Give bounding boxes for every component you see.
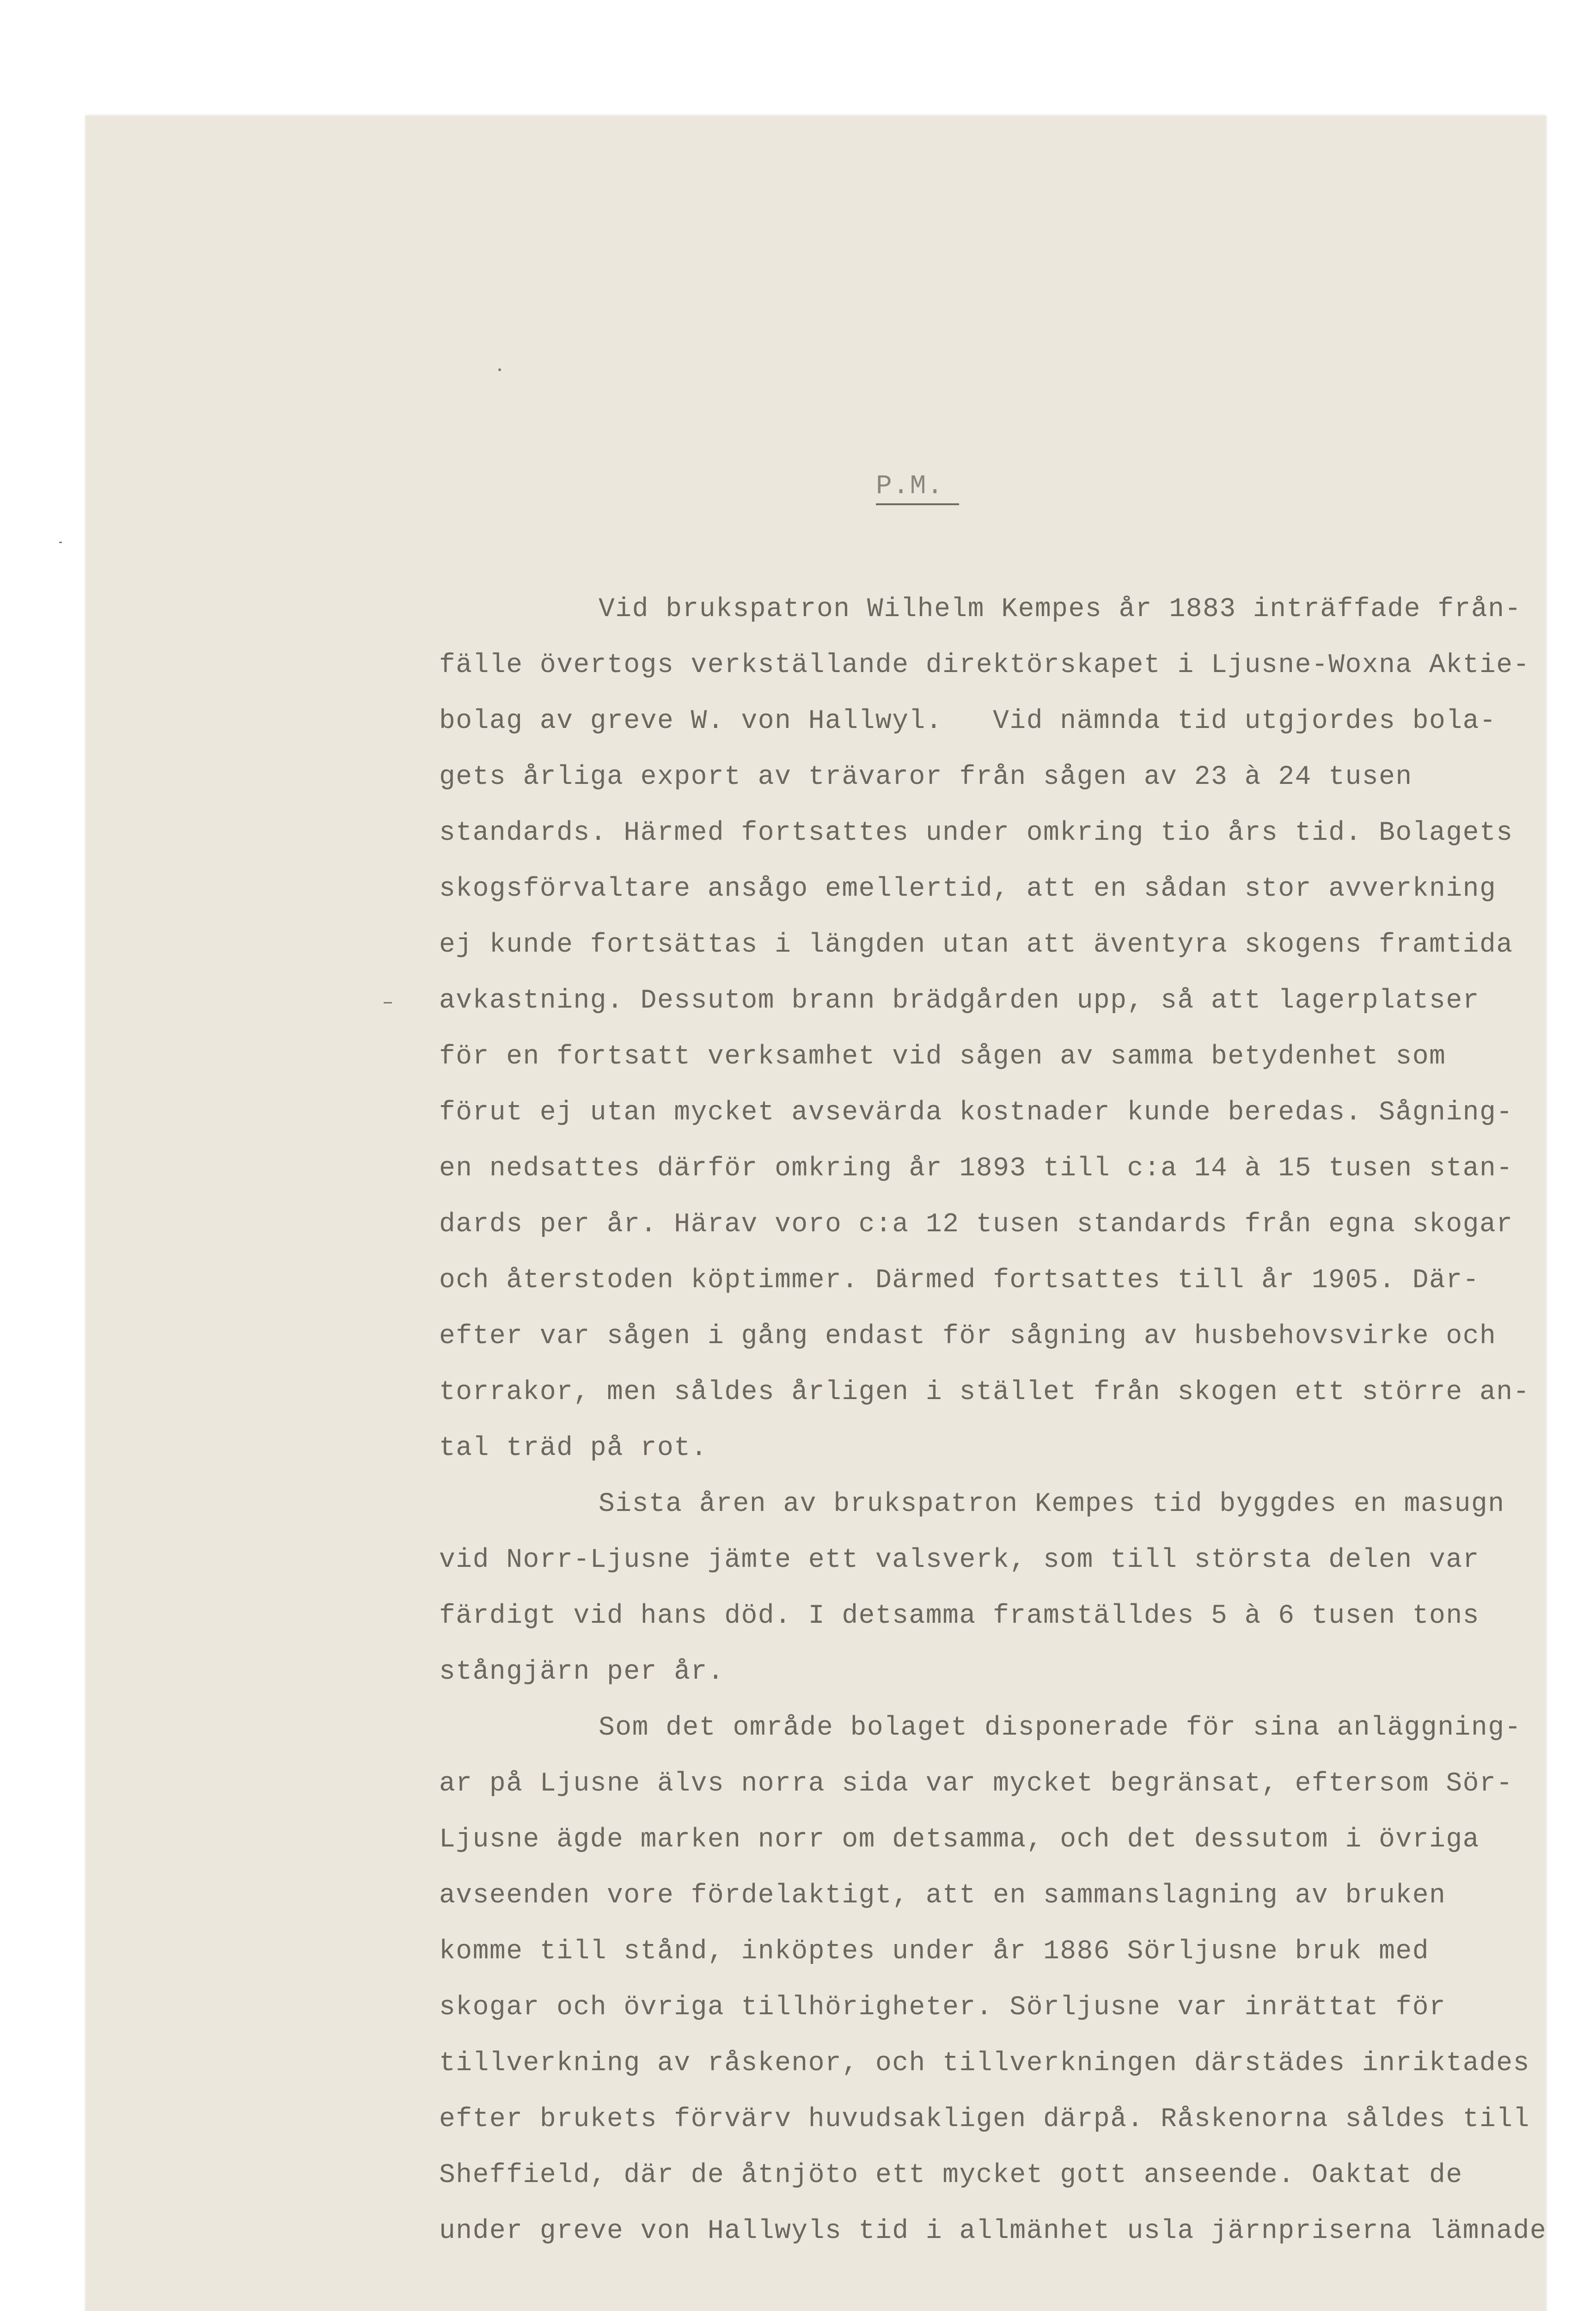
- text-line: ar på Ljusne älvs norra sida var mycket begränsat, eftersom Sör-: [439, 1769, 1513, 1799]
- text-line: skogsförvaltare ansågo emellertid, att en sådan stor avverkning: [439, 874, 1497, 904]
- margin-dash: [384, 1002, 392, 1003]
- text-line: efter brukets förvärv huvudsakligen därpå. Råskenorna såldes till: [439, 2104, 1530, 2134]
- page-heading: P.M.: [876, 471, 959, 505]
- text-line: gets årliga export av trävaror från sågen av 23 à 24 tusen: [439, 762, 1413, 792]
- text-line: efter var sågen i gång endast för sågning av husbehovsvirke och: [439, 1321, 1497, 1351]
- text-line: skogar och övriga tillhörigheter. Sörljusne var inrättat för: [439, 1993, 1446, 2023]
- text-line: för en fortsatt verksamhet vid sågen av samma betydenhet som: [439, 1042, 1446, 1072]
- text-line: Vid brukspatron Wilhelm Kempes år 1883 inträffade från-: [599, 594, 1522, 624]
- text-line: torrakor, men såldes årligen i stället från skogen ett större an-: [439, 1377, 1530, 1407]
- margin-tick: [59, 542, 62, 543]
- text-line: Sista åren av brukspatron Kempes tid byggdes en masugn: [599, 1489, 1505, 1519]
- text-line: förut ej utan mycket avsevärda kostnader kunde beredas. Sågning-: [439, 1098, 1513, 1128]
- text-line: Som det område bolaget disponerade för sina anläggning-: [599, 1713, 1522, 1743]
- text-line: vid Norr-Ljusne jämte ett valsverk, som till största delen var: [439, 1545, 1480, 1575]
- text-line: fälle övertogs verkställande direktörskapet i Ljusne-Woxna Aktie-: [439, 650, 1530, 680]
- text-line: stångjärn per år.: [439, 1657, 725, 1687]
- text-line: en nedsattes därför omkring år 1893 till c:a 14 à 15 tusen stan-: [439, 1154, 1513, 1184]
- text-line: tal träd på rot.: [439, 1433, 708, 1463]
- text-line: under greve von Hallwyls tid i allmänhet usla järnpriserna lämnade: [439, 2216, 1547, 2246]
- text-line: Ljusne ägde marken norr om detsamma, och det dessutom i övriga: [439, 1825, 1480, 1855]
- text-line: avkastning. Dessutom brann brädgården upp, så att lagerplatser: [439, 986, 1480, 1016]
- text-line: tillverkning av råskenor, och tillverkningen därstädes inriktades: [439, 2048, 1530, 2079]
- text-line: avseenden vore fördelaktigt, att en sammanslagning av bruken: [439, 1881, 1446, 1911]
- text-line: bolag av greve W. von Hallwyl. Vid nämnda tid utgjordes bola-: [439, 706, 1497, 736]
- text-line: Sheffield, där de åtnjöto ett mycket gott anseende. Oaktat de: [439, 2160, 1463, 2190]
- text-line: ej kunde fortsättas i längden utan att äventyra skogens framtida: [439, 930, 1513, 960]
- text-line: färdigt vid hans död. I detsamma framställdes 5 à 6 tusen tons: [439, 1601, 1480, 1631]
- text-line: dards per år. Härav voro c:a 12 tusen standards från egna skogar: [439, 1210, 1513, 1240]
- ink-dot: [498, 368, 501, 371]
- text-line: komme till stånd, inköptes under år 1886 Sörljusne bruk med: [439, 1937, 1430, 1967]
- text-line: standards. Härmed fortsattes under omkring tio års tid. Bolagets: [439, 818, 1513, 848]
- text-line: och återstoden köptimmer. Därmed fortsattes till år 1905. Där-: [439, 1266, 1480, 1296]
